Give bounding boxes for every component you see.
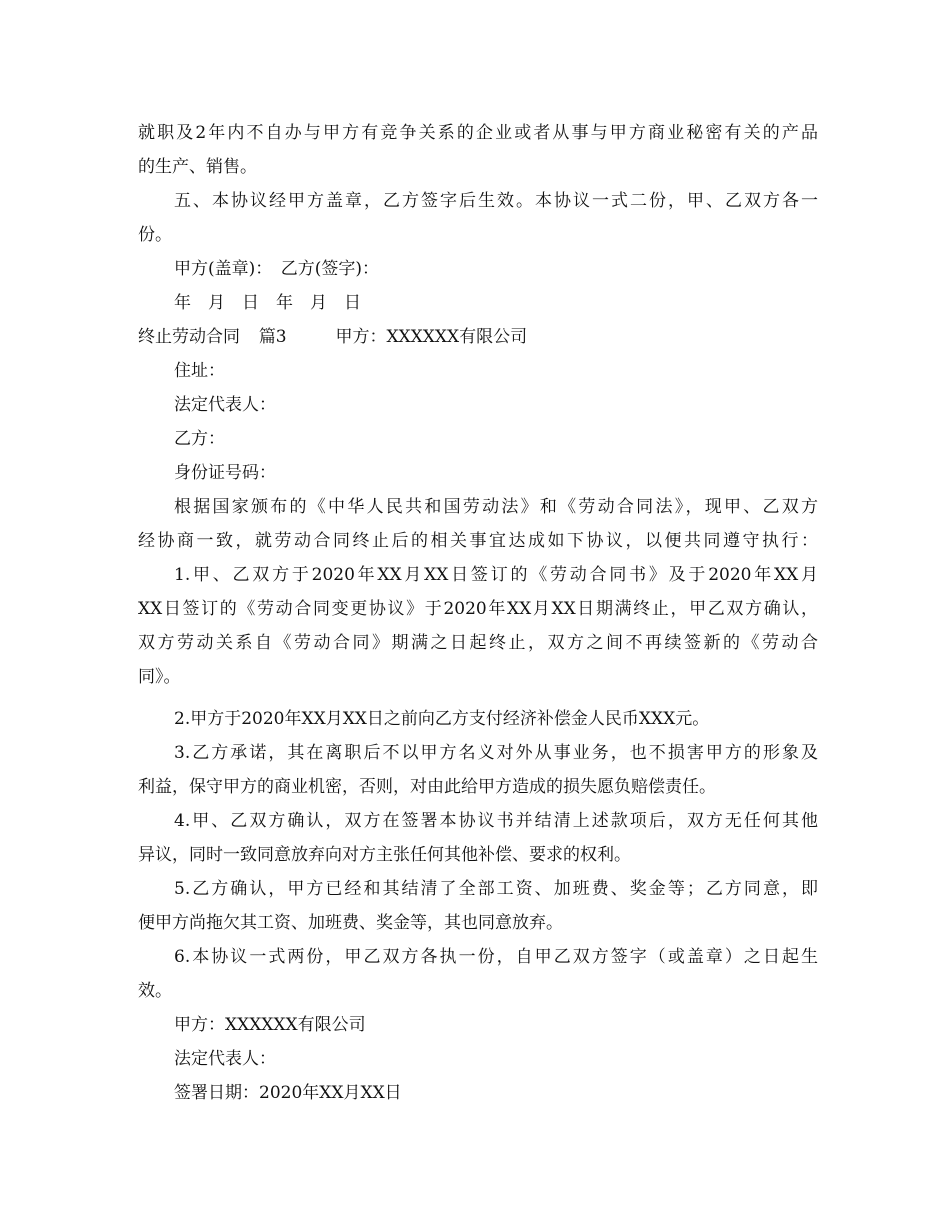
section-heading <box>138 320 527 354</box>
clause-line: 同》。 <box>138 667 181 687</box>
date-placeholders: 年 月 日 年 月 日 <box>174 293 361 313</box>
paragraph-line: 的生产、销售。 <box>138 157 257 177</box>
section-title: 终止劳动合同 <box>138 327 240 347</box>
signature-legal-rep: 法定代表人： <box>174 1049 276 1069</box>
clause-line: 6.本协议一式两份，甲乙双方各执一份，自甲乙双方签字（或盖章）之日起生 <box>174 947 818 967</box>
clause-line: 3.乙方承诺，其在离职后不以甲方名义对外从事业务，也不损害甲方的形象及 <box>174 743 818 763</box>
paragraph-line: 五、本协议经甲方盖章，乙方签字后生效。本协议一式二份，甲、乙双方各一 <box>174 191 818 211</box>
clause-line: 效。 <box>138 981 172 1001</box>
section-number: 篇3 <box>258 327 287 347</box>
clause-line: 利益，保守甲方的商业机密，否则，对由此给甲方造成的损失愿负赔偿责任。 <box>138 777 716 797</box>
clause-line: 便甲方尚拖欠其工资、加班费、奖金等，其也同意放弃。 <box>138 913 563 933</box>
paragraph-line: 根据国家颁布的《中华人民共和国劳动法》和《劳动合同法》，现甲、乙双方 <box>174 497 818 517</box>
party-a-name: 甲方：XXXXXX有限公司 <box>335 327 528 347</box>
clause-line: 2.甲方于2020年XX月XX日之前向乙方支付经济补偿金人民币XXX元。 <box>174 709 710 729</box>
party-b-label: 乙方： <box>174 429 225 449</box>
paragraph-line: 份。 <box>138 225 172 245</box>
clause-line: XX日签订的《劳动合同变更协议》于2020年XX月XX日期满终止，甲乙双方确认， <box>138 599 818 619</box>
legal-rep-label: 法定代表人： <box>174 395 276 415</box>
signature-party-a: 甲方：XXXXXX有限公司 <box>174 1015 366 1035</box>
paragraph-line: 就职及2年内不自办与甲方有竞争关系的企业或者从事与甲方商业秘密有关的产品 <box>138 123 818 143</box>
clause-line: 双方劳动关系自《劳动合同》期满之日起终止，双方之间不再续签新的《劳动合 <box>138 633 818 653</box>
paragraph-line: 经协商一致，就劳动合同终止后的相关事宜达成如下协议，以便共同遵守执行： <box>138 531 818 551</box>
clause-line: 异议，同时一致同意放弃向对方主张任何其他补偿、要求的权利。 <box>138 845 631 865</box>
signature-labels: 甲方(盖章)： 乙方(签字)： <box>174 259 380 279</box>
id-number-label: 身份证号码： <box>174 463 276 483</box>
clause-line: 1.甲、乙双方于2020年XX月XX日签订的《劳动合同书》及于2020年XX月 <box>174 565 818 585</box>
signing-date: 签署日期：2020年XX月XX日 <box>174 1083 402 1103</box>
clause-line: 4.甲、乙双方确认，双方在签署本协议书并结清上述款项后，双方无任何其他 <box>174 811 818 831</box>
address-label: 住址： <box>174 361 225 381</box>
clause-line: 5.乙方确认，甲方已经和其结清了全部工资、加班费、奖金等；乙方同意，即 <box>174 879 818 899</box>
